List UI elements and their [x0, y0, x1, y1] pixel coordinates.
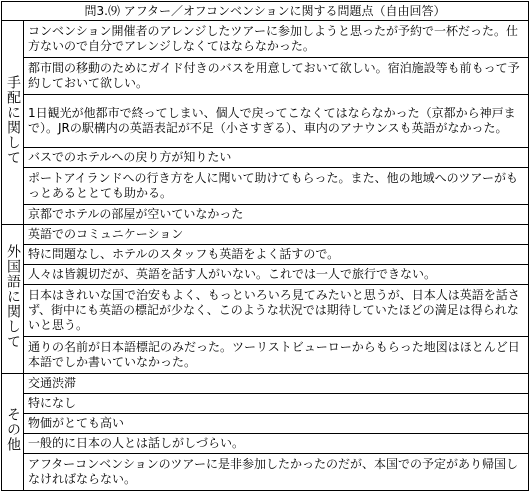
table-row [2, 245, 529, 265]
answer-cell: 特になし [24, 394, 529, 414]
answer-cell: 都市間の移動のためにガイド付きのバスを用意しておいて欲しい。宿泊施設等も前もって予約しておいて欲しい。 [24, 58, 529, 95]
table-row [2, 58, 529, 95]
answer-cell: 英語でのコミュニケーション [24, 225, 529, 245]
answer-cell: 日本はきれいな国で治安もよく、もっといろいろ見てみたいと思うが、日本人は英語を話さず、街中にも英語の標記が少なく、このような状況では期待していたほどの満足は得られないと思う。 [24, 285, 529, 337]
table-row [2, 95, 529, 148]
answer-cell: コンベンション開催者のアレンジしたツアーに参加しようと思ったが予約で一杯だった。仕方ないので自分でアレンジしなくてはならなかった。 [24, 21, 529, 58]
table-title: 問3.⑼ アフター／オフコンベンションに関する問題点（自由回答） [2, 2, 529, 21]
table-row [2, 225, 529, 245]
table-row [2, 168, 529, 205]
table-header-row [2, 2, 529, 21]
answer-cell: 一般的に日本の人とは話しがしづらい。 [24, 434, 529, 454]
group-label-text: 手配に関して [5, 75, 21, 165]
answer-cell: 京都でホテルの部屋が空いていなかった [24, 205, 529, 225]
answer-cell: ポートアイランドへの行き方を人に聞いて助けてもらった。また、他の地域へのツアーがもっとあるととても助かる。 [24, 168, 529, 205]
table-row [2, 148, 529, 168]
table-row [2, 265, 529, 285]
table-row [2, 21, 529, 58]
table-row [2, 454, 529, 491]
table-row [2, 374, 529, 394]
group-label-text: その他 [5, 407, 21, 452]
group-label-arrangements [2, 21, 24, 225]
table-row [2, 434, 529, 454]
table-row [2, 414, 529, 434]
table-row [2, 205, 529, 225]
table-row [2, 337, 529, 374]
answer-cell: アフターコンベンションのツアーに是非参加したかったのだが、本国での予定があり帰国しなければならない。 [24, 454, 529, 491]
answer-cell: バスでのホテルへの戻り方が知りたい [24, 148, 529, 168]
table-row [2, 285, 529, 337]
answer-cell: 通りの名前が日本語標記のみだった。ツーリストビューローからもらった地図はほとんど日本語でしか書いていなかった。 [24, 337, 529, 374]
answer-cell: 1日観光が他都市で終ってしまい、個人で戻ってこなくてはならなかった（京都から神戸まで）。JRの駅構内の英語表記が不足（小さすぎる）、車内のアナウンスも英語がなかった。 [24, 95, 529, 148]
table-row [2, 394, 529, 414]
answer-cell: 特に問題なし、ホテルのスタッフも英語をよく話すので。 [24, 245, 529, 265]
group-label-other [2, 374, 24, 491]
group-label-foreign-language [2, 225, 24, 374]
answer-cell: 物価がとても高い [24, 414, 529, 434]
survey-table [1, 1, 529, 491]
answer-cell: 交通渋滞 [24, 374, 529, 394]
group-label-text: 外国語に関して [5, 244, 21, 349]
answer-cell: 人々は皆親切だが、英語を話す人がいない。これでは一人で旅行できない。 [24, 265, 529, 285]
